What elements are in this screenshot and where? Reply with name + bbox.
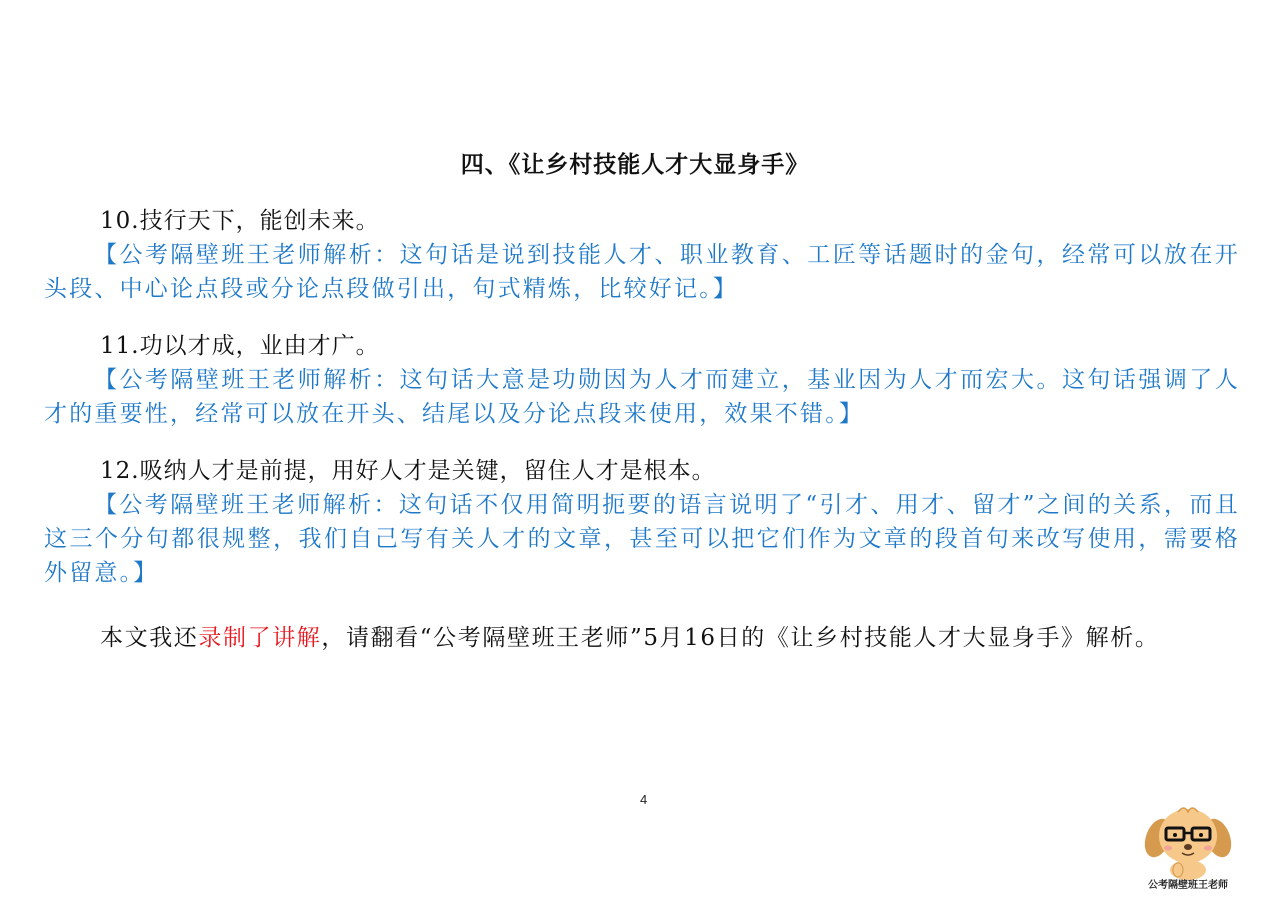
analysis-text: 【公考隔壁班王老师解析：这句话不仅用简明扼要的语言说明了“引才、用才、留才”之间的关系，而且这三个分句都很规整，我们自己写有关人才的文章，甚至可以把它们作为文章的段首句来改写使用，需要格外留意。】	[44, 492, 1240, 586]
quote-item	[44, 329, 1240, 431]
analysis-text: 【公考隔壁班王老师解析：这句话是说到技能人才、职业教育、工匠等话题时的金句，经常可以放在开头段、中心论点段或分论点段做引出，句式精炼，比较好记。】	[44, 242, 1240, 302]
note-highlight: 录制了讲解	[198, 625, 322, 651]
analysis-text: 【公考隔壁班王老师解析：这句话大意是功勋因为人才而建立，基业因为人才而宏大。这句话强调了人才的重要性，经常可以放在开头、结尾以及分论点段来使用，效果不错。】	[44, 367, 1240, 427]
logo-caption: 公考隔壁班王老师	[1148, 880, 1228, 891]
quote-item	[44, 454, 1240, 590]
quote-text: 12.吸纳人才是前提，用好人才是关键，留住人才是根本。	[100, 458, 716, 484]
page-number: 4	[640, 792, 648, 807]
section-heading: 四、《让乡村技能人才大显身手》	[460, 151, 810, 178]
note-text-after: ，请翻看“公考隔壁班王老师”5月16日的《让乡村技能人才大显身手》解析。	[321, 625, 1160, 651]
explanation-note	[44, 621, 1240, 655]
quote-item	[44, 204, 1240, 306]
note-text-before: 本文我还	[100, 625, 199, 651]
quote-text: 11.功以才成，业由才广。	[100, 333, 380, 359]
quote-text: 10.技行天下，能创未来。	[100, 208, 380, 234]
